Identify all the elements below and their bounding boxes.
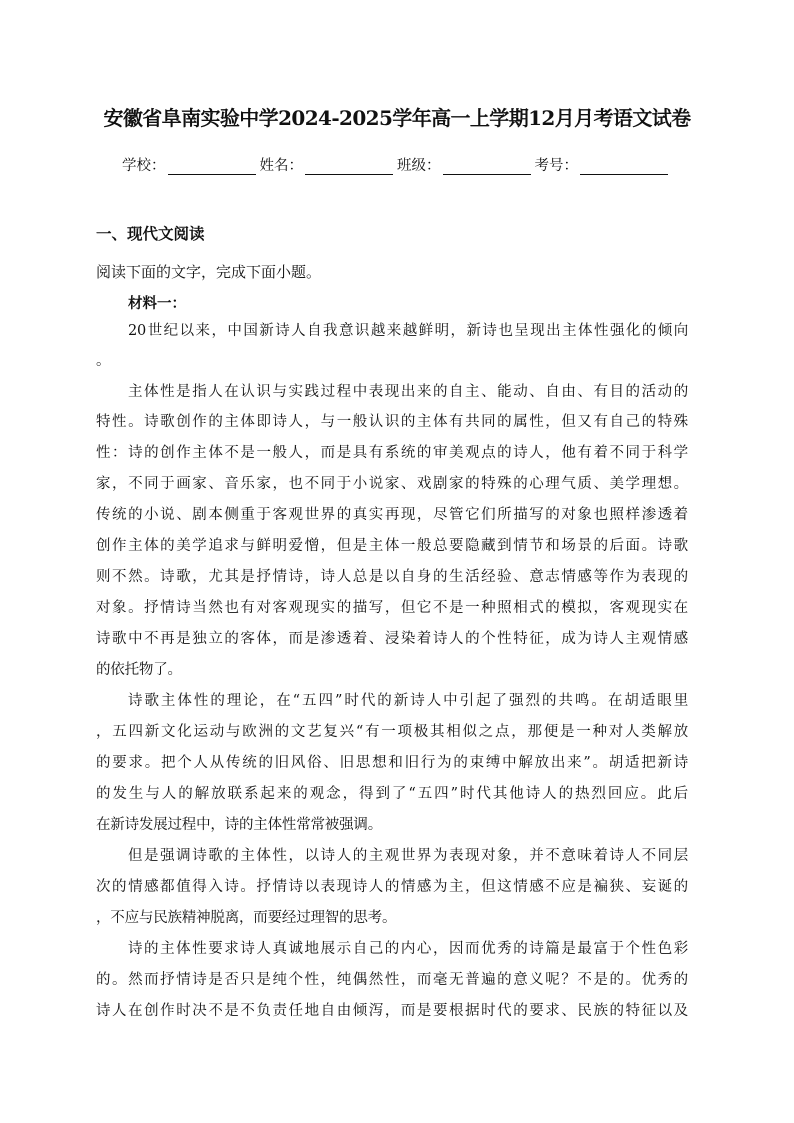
- text-line: 性：诗的创作主体不是一般人，而是具有系统的审美观点的诗人，他有着不同于科学: [96, 445, 688, 461]
- text-line: 的要求。把个人从传统的旧风俗、旧思想和旧行为的束缚中解放出来”。胡适把新诗: [96, 755, 688, 771]
- text-line: 诗歌主体性的理论，在“五四”时代的新诗人中引起了强烈的共鸣。在胡适眼里: [128, 693, 688, 709]
- text-line: ，不应与民族精神脱离，而要经过理智的思考。: [96, 910, 397, 926]
- text-line: 次的情感都值得入诗。抒情诗以表现诗人的情感为主，但这情感不应是褊狭、妄诞的: [96, 879, 688, 895]
- text-line: 诗歌中不再是独立的客体，而是渗透着、浸染着诗人的个性特征，成为诗人主观情感: [96, 631, 688, 647]
- text-line: 20世纪以来，中国新诗人自我意识越来越鲜明，新诗也呈现出主体性强化的倾向: [128, 323, 688, 339]
- section-heading: 一、现代文阅读: [96, 225, 205, 243]
- text-line: 诗人在创作时决不是不负责任地自由倾泻，而是要根据时代的要求、民族的特征以及: [96, 1003, 688, 1019]
- text-line: 的。然而抒情诗是否只是纯个性，纯偶然性，而毫无普遍的意义呢？不是的。优秀的: [96, 972, 688, 988]
- text-line: 对象。抒情诗当然也有对客观现实的描写，但它不是一种照相式的模拟，客观现实在: [96, 600, 688, 616]
- text-line: 特性。诗歌创作的主体即诗人，与一般认识的主体有共同的属性，但又有自己的特殊: [96, 414, 688, 430]
- text-line: 在新诗发展过程中，诗的主体性常常被强调。: [96, 817, 382, 833]
- class-blank[interactable]: [443, 160, 531, 175]
- number-blank[interactable]: [580, 160, 668, 175]
- name-blank[interactable]: [305, 160, 393, 175]
- number-label: 考号：: [534, 158, 578, 174]
- text-line: 的发生与人的解放联系起来的观念，得到了“五四”时代其他诗人的热烈回应。此后: [96, 786, 688, 802]
- reading-instruction: 阅读下面的文字，完成下面小题。: [96, 263, 322, 281]
- school-blank[interactable]: [168, 160, 256, 175]
- text-line: 家，不同于画家、音乐家，也不同于小说家、戏剧家的特殊的心理气质、美学理想。: [96, 476, 688, 492]
- text-line: 主体性是指人在认识与实践过程中表现出来的自主、能动、自由、有目的活动的: [128, 384, 688, 400]
- student-info-line: [122, 154, 682, 175]
- school-label: 学校：: [122, 158, 166, 174]
- text-line: 创作主体的美学追求与鲜明爱憎，但是主体一般总要隐藏到情节和场景的后面。诗歌: [96, 538, 688, 554]
- text-line: 但是强调诗歌的主体性，以诗人的主观世界为表现对象，并不意味着诗人不同层: [128, 848, 688, 864]
- text-line: 诗的主体性要求诗人真诚地展示自己的内心，因而优秀的诗篇是最富于个性色彩: [128, 941, 688, 957]
- class-label: 班级：: [397, 158, 441, 174]
- text-line: ，五四新文化运动与欧洲的文艺复兴“有一项极其相似之点，那便是一种对人类解放: [96, 724, 688, 740]
- text-line: 。: [96, 353, 111, 369]
- text-line: 传统的小说、剧本侧重于客观世界的真实再现，尽管它们所描写的对象也照样渗透着: [96, 507, 688, 523]
- text-line: 的依托物了。: [96, 662, 182, 678]
- name-label: 姓名：: [259, 158, 303, 174]
- material-label: 材料一：: [128, 296, 186, 312]
- text-line: 则不然。诗歌，尤其是抒情诗，诗人总是以自身的生活经验、意志情感等作为表现的: [96, 569, 688, 585]
- exam-title: 安徽省阜南实验中学2024-2025学年高一上学期12月月考语文试卷: [103, 106, 691, 130]
